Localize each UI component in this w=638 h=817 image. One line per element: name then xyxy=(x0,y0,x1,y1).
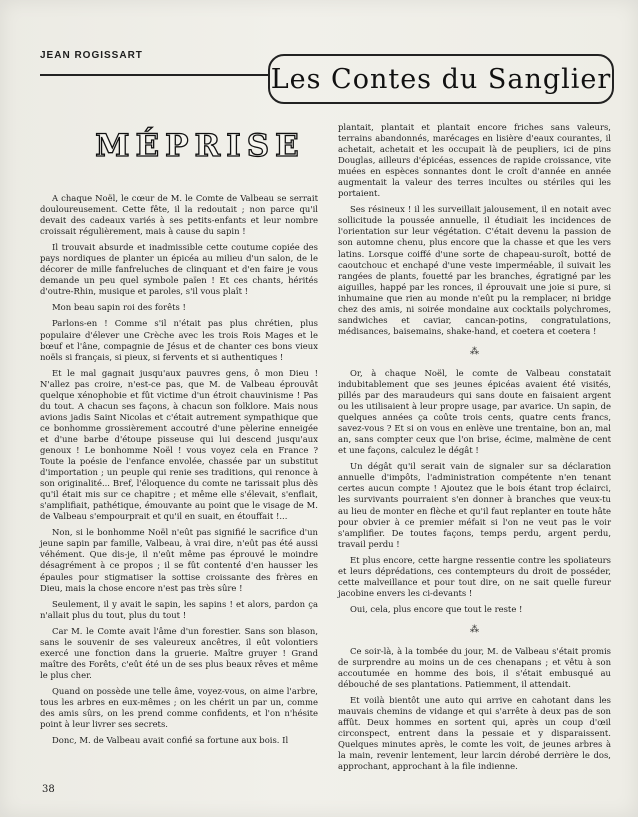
paragraph: Or, à chaque Noël, le comte de Valbeau constatait indubitablement que ses jeunes épicéas avaient été visités, pillés par des maraudeurs qui sans doute en faisaient argent ou les utilisaient à leur propre usage, par avarice. Un sapin, de quelques années ça coûte trois cents, quatre cents francs, savez-vous ? Et si on vous en enlève une trentaine, bon an, mal an, sans compter ceux que l'on brise, écime, malmène de cent et une façons, calculez le dégât ! xyxy=(338,367,611,456)
paragraph: Et plus encore, cette hargne ressentie contre les spoliateurs et leurs déprédations, ces contempteurs du droit de posséder, cette malveillance et pour tout dire, on ne sait quelle fureur jacobine envers les ci-devants ! xyxy=(338,554,611,598)
paragraph: Oui, cela, plus encore que tout le reste ! xyxy=(350,603,523,614)
paragraph: Non, si le bonhomme Noël n'eût pas signifié le sacrifice d'un jeune sapin par famille, Valbeau, à vrai dire, n'eût pas été aussi véhément. Que dis-je, il n'eût même pas éprouvé le moindre désagrément à ce propos ; il se fût contenté d'en hausser les épaules pour stigmatiser la sottise croissante des frères en Dieu, mais la chose encore n'est pas très sûre ! xyxy=(40,527,318,593)
paragraph: Ce soir-là, à la tombée du jour, M. de Valbeau s'était promis de surprendre au moins un de ces chenapans ; et vêtu à son accoutumée en homme des bois, il s'était embusqué au débouché de ses plantations. Patiemment, il attendait. xyxy=(338,645,611,690)
header-rule xyxy=(40,74,268,76)
paragraph: Parlons-en ! Comme s'il n'était pas plus chrétien, plus populaire d'élever une Crèche avec les trois Rois Mages et le bœuf et l'âne, compagnie de Jésus et de chanter ces bons vieux noëls si français, si pieux, si fervents et si authentiques ! xyxy=(40,318,318,362)
section-ornament: ⁂ xyxy=(470,346,479,357)
paragraph: A chaque Noël, le cœur de M. le Comte de Valbeau se serrait douloureusement. Cette fête, il la redoutait ; non parce qu'il devait des cadeaux variés à ses petits-enfants et leur nombre croissait régulièrement, mais à cause du sapin ! xyxy=(40,193,318,237)
paragraph: Il trouvait absurde et inadmissible cette coutume copiée des pays nordiques de planter un épicéa au milieu d'un salon, de le décorer de mille fanfreluches de clinquant et d'en faire je vous demande un peu quel symbole païen ! Et ces chants, hérités d'outre-Rhin, musique et paroles, s'il vous plaît ! xyxy=(40,242,318,297)
paragraph: Car M. le Comte avait l'âme d'un forestier. Sans son blason, sans le souvenir de ses valeureux ancêtres, il eût volontiers exercé une fonction dans la gruerie. Maître gruyer ! Grand maître des Forêts, c'eût été un de ses plus beaux rêves et même le plus cher. xyxy=(40,625,318,680)
paragraph: plantait, plantait et plantait encore friches sans valeurs, terrains abandonnés, marécages en lisière d'eaux courantes, il achetait, achetait et les occupait là de peupliers, ici de pins Douglas, ailleurs d'épicéas, essences de rapide croissance, vite muées en espèces sonnantes dont le croît d'année en année augmentait la valeur des terres incultes ou stériles qui les portaient. xyxy=(338,122,611,199)
paragraph: Et voilà bientôt une auto qui arrive en cahotant dans les mauvais chemins de vidange et qui s'arrête à deux pas de son affût. Deux hommes en sortent qui, après un coup d'œil circonspect, entrent dans la pessaie et y disparaissent. Quelques minutes après, le comte les voit, de jeunes arbres à la main, revenir lentement, leur larcin dérobé derrière le dos, approchant, approchant à la file indienne. xyxy=(338,695,611,772)
paragraph: Quand on possède une telle âme, voyez-vous, on aime l'arbre, tous les arbres en eux-mêmes ; on les chérit un par un, comme des amis sûrs, on les prend comme confidents, et l'on n'hésite point à leur livrer ses secrets. xyxy=(40,685,318,730)
paragraph: Un dégât qu'il serait vain de signaler sur sa déclaration annuelle d'impôts, l'administration compétente n'en tenant certes aucun compte ! Ajoutez que le bois étant trop éclairci, les survivants pourraient s'en donner à branches que veux-tu au lieu de monter en flèche et qu'il faut replanter en toute hâte pour obvier à ce premier méfait si l'on ne veut pas le voir s'amplifier. De toutes façons, temps perdu, argent perdu, travail perdu ! xyxy=(338,461,611,549)
paragraph: Donc, M. de Valbeau avait confié sa fortune aux bois. Il xyxy=(52,735,289,746)
page-number: 38 xyxy=(42,784,55,795)
author-name: JEAN ROGISSART xyxy=(40,50,143,61)
paragraph: Seulement, il y avait le sapin, les sapins ! et alors, pardon ça n'allait plus du tout, plus du tout ! xyxy=(40,598,318,620)
paragraph: Et le mal gagnait jusqu'aux pauvres gens, ô mon Dieu ! N'allez pas croire, n'est-ce pas, que M. de Valbeau éprouvât quelque xénophobie et fût victime d'un étroit chauvinisme ! Pas du tout. A chacun ses façons, à chacun son folklore. Mais nous avions jadis Saint Nicolas et c'était autrement sympathique que ce bonhomme grossièrement accoutré d'une pèlerine enneigée et d'une barbe d'étoupe pisseuse qui lui descend jusqu'aux genoux ! Le bonhomme Noël ! vous voyez cela en France ? Toute la poésie de l'enfance envolée, chassée par un substitut d'importation ; un peuple qui renie ses traditions, qui renonce à son originalité... Bref, l'éloquence du comte ne tarissait plus dès qu'il était mis sur ce chapitre ; et même elle s'élevait, s'enflait, s'amplifiait, pathétique, émouvante au point que le visage de M. de Valbeau s'empourprait et qu'il en suait, en étouffait !... xyxy=(40,367,318,522)
paragraph: Ses résineux ! il les surveillait jalousement, il en notait avec sollicitude la poussée annuelle, il étudiait les incidences de l'orientation sur leur végétation. C'était devenu la passion de son automne chenu, plus encore que la chasse et que les vers latins. Lorsque coiffé d'une sorte de chapeau-suroît, botté de caoutchouc et enchapé d'une veste imperméable, il suivait les rangées de plants, fouetté par les branches, égratigné par les aiguilles, happé par les ronces, il éprouvait une joie si pure, si inhumaine que rien au monde n'eût pu la remplacer, ni bridge chez des amis, ni soirée mondaine aux cocktails polychromes, sandwiches et caviar, cancan-potins, congratulations, médisances, baisemains, shake-hand, et coetera et coetera ! xyxy=(338,204,611,336)
right-column xyxy=(338,122,611,777)
left-column xyxy=(40,193,318,751)
paragraph: Mon beau sapin roi des forêts ! xyxy=(52,302,186,313)
story-title: MÉPRISE xyxy=(95,128,305,164)
series-title-box xyxy=(268,54,614,104)
section-ornament: ⁂ xyxy=(470,624,479,635)
series-title: Les Contes du Sanglier xyxy=(270,63,612,95)
